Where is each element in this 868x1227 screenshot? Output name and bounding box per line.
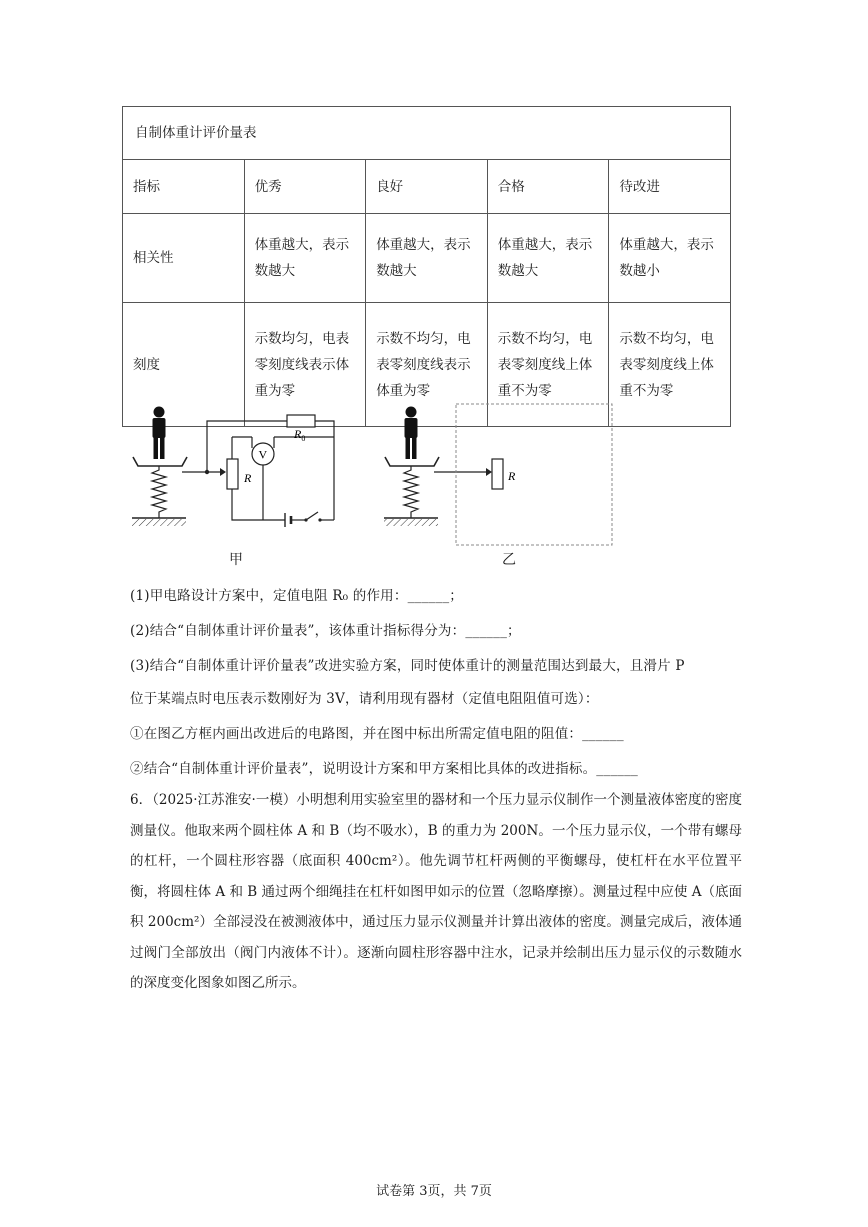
ground-hatch [384, 519, 438, 526]
table-header-cell: 待改进 [609, 160, 731, 214]
question-3-sub-2: ②结合“自制体重计评价量表”，说明设计方案和甲方案相比具体的改进指标。______ [130, 761, 639, 777]
question-3-line-2: 位于某端点时电压表示数刚好为 3V，请利用现有器材（定值电阻阻值可选）： [130, 691, 599, 707]
evaluation-table [122, 106, 731, 427]
table-cell: 示数不均匀，电表零刻度线上体重不为零 [487, 303, 609, 427]
table-header-cell: 良好 [366, 160, 488, 214]
rheostat-label: R [508, 469, 516, 483]
resistor-r0 [287, 415, 315, 427]
table-cell: 体重越大，表示数越大 [244, 214, 366, 303]
table-cell: 示数均匀，电表零刻度线表示体重为零 [244, 303, 366, 427]
r0-label: $R_0$ [294, 427, 306, 443]
person-icon [153, 407, 166, 460]
question-1: (1)甲电路设计方案中，定值电阻 R₀ 的作用：______； [130, 588, 463, 604]
wire [207, 421, 287, 472]
question-3-sub-1: ①在图乙方框内画出改进后的电路图，并在图中标出所需定值电阻的阻值：______ [130, 726, 624, 742]
table-header-cell: 指标 [123, 160, 245, 214]
person-icon [405, 407, 418, 460]
question-3-line-1: (3)结合“自制体重计评价量表”改进实验方案，同时使体重计的测量范围达到最大，且滑片 P [130, 658, 685, 674]
rheostat-r [227, 459, 238, 489]
table-cell: 体重越大，表示数越大 [366, 214, 488, 303]
spring [404, 466, 418, 518]
table-title: 自制体重计评价量表 [123, 107, 731, 160]
row-label: 相关性 [123, 214, 245, 303]
table-cell: 体重越大，表示数越大 [487, 214, 609, 303]
rheostat-label: R [244, 471, 252, 485]
table-header-row [123, 160, 731, 214]
wire [315, 421, 334, 520]
table-cell: 体重越大，表示数越小 [609, 214, 731, 303]
page-footer: 试卷第 3页，共 7页 [376, 1184, 492, 1199]
table-cell: 示数不均匀，电表零刻度线上体重不为零 [609, 303, 731, 427]
figure-caption-jia: 甲 [229, 552, 243, 568]
figure-caption-yi: 乙 [502, 552, 516, 568]
wire [232, 489, 285, 520]
table-cell: 示数不均匀，电表零刻度线表示体重为零 [366, 303, 488, 427]
spring [152, 466, 166, 518]
arrow-head [486, 468, 492, 476]
table-header-cell: 优秀 [244, 160, 366, 214]
switch [306, 512, 318, 520]
table-header-cell: 合格 [487, 160, 609, 214]
table-row [123, 303, 731, 427]
question-2: (2)结合“自制体重计评价量表”，该体重计指标得分为：______； [130, 623, 521, 639]
arrow-head [220, 468, 226, 476]
voltmeter-label: V [258, 447, 268, 462]
problem-6-text: 6．（2025·江苏淮安·一模）小明想利用实验室里的器材和一个压力显示仪制作一个测量液体密度的密度测量仪。他取来两个圆柱体 A 和 B（均不吸水），B 的重力为 200N。一个压力显示仪，一个带有螺母的杠杆，一个圆柱形容器（底面积 400cm²）。他先调节杠杆两侧的平衡螺母，使杠杆在水平位置平衡，将圆柱体 A 和 B 通过两个细绳挂在杠杆如图甲如示的位置（忽略摩擦）。测量过程中应使 A（底面积 200cm²）全部浸没在被测液体中，通过压力显示仪测量并计算出液体的密度。测量完成后，液体通过阀门全部放出（阀门内液体不计）。逐渐向圆柱形容器中注水，记录并绘制出压力显示仪的示数随水的深度变化图象如图乙所示。 [130, 792, 742, 991]
rheostat-r [492, 459, 503, 489]
ground-hatch [132, 519, 186, 526]
table-row [123, 214, 731, 303]
row-label: 刻度 [123, 303, 245, 427]
